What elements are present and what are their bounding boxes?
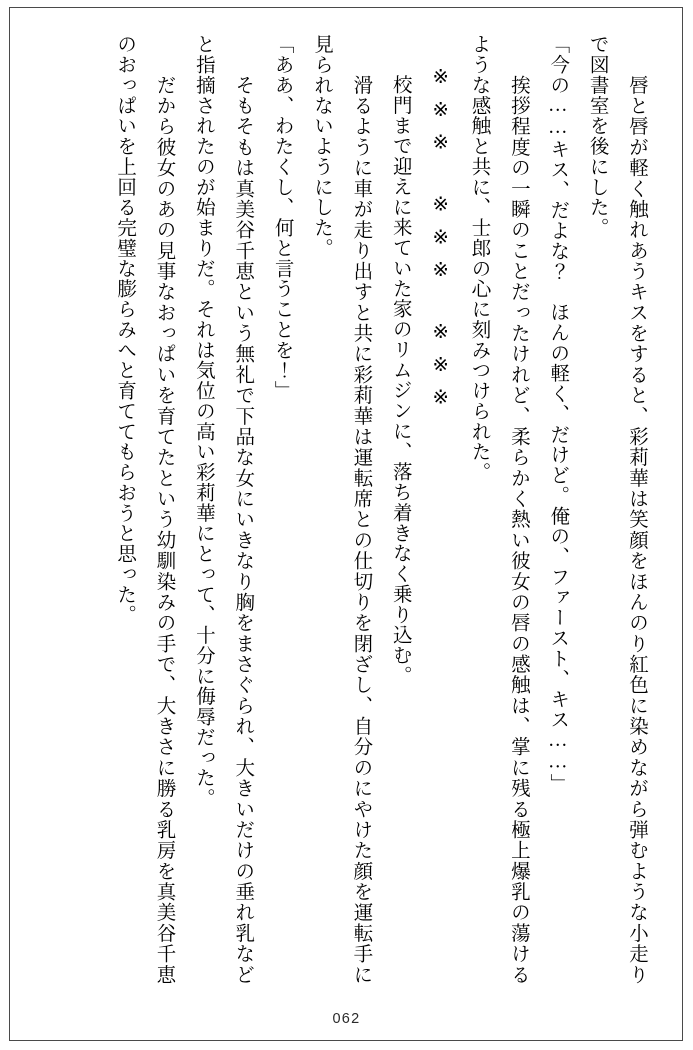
paragraph: 挨拶程度の一瞬のことだったけれど、柔らかく熱い彼女の唇の感触は、掌に残る極上爆乳の蕩けるような感触と共に、士郎の心に刻みつけられた。 (468, 34, 529, 984)
page-number: 062 (332, 1011, 361, 1027)
paragraph: 滑るように車が走り出すと共に彩莉華は運転席との仕切りを閉ざし、自分のにやけた顔を運転手に見られないようにした。 (311, 34, 372, 984)
paragraph: だから彼女のあの見事なおっぱいを育てたという幼馴染みの手で、大きさに勝る乳房を真美谷千恵のおっぱいを上回る完璧な膨らみへと育ててもらおうと思った。 (114, 34, 175, 984)
paragraph-dialogue: 「ああ、わたくし、何と言うことを！」 (271, 34, 293, 401)
novel-text-block (38, 34, 656, 984)
paragraph: 校門まで迎えに来ていた家のリムジンに、落ち着きなく乗り込む。 (389, 53, 411, 686)
paragraph: 唇と唇が軽く触れあうキスをすると、彩莉華は笑顔をほんのり紅色に染めながら弾むような小走りで図書室を後にした。 (586, 34, 647, 984)
paragraph: そもそもは真美谷千恵という無礼で下品な女にいきなり胸をまさぐられ、大きいだけの垂れ乳などと指摘されたのが始まりだ。それは気位の高い彩莉華にとって、十分に侮辱だった。 (192, 34, 254, 984)
scene-break: ※※※ ※※※ ※※※ (429, 65, 451, 419)
paragraph-dialogue: 「今の……キス、だよな？ ほんの軽く、だけど。俺の、ファースト、キス……」 (547, 34, 569, 794)
